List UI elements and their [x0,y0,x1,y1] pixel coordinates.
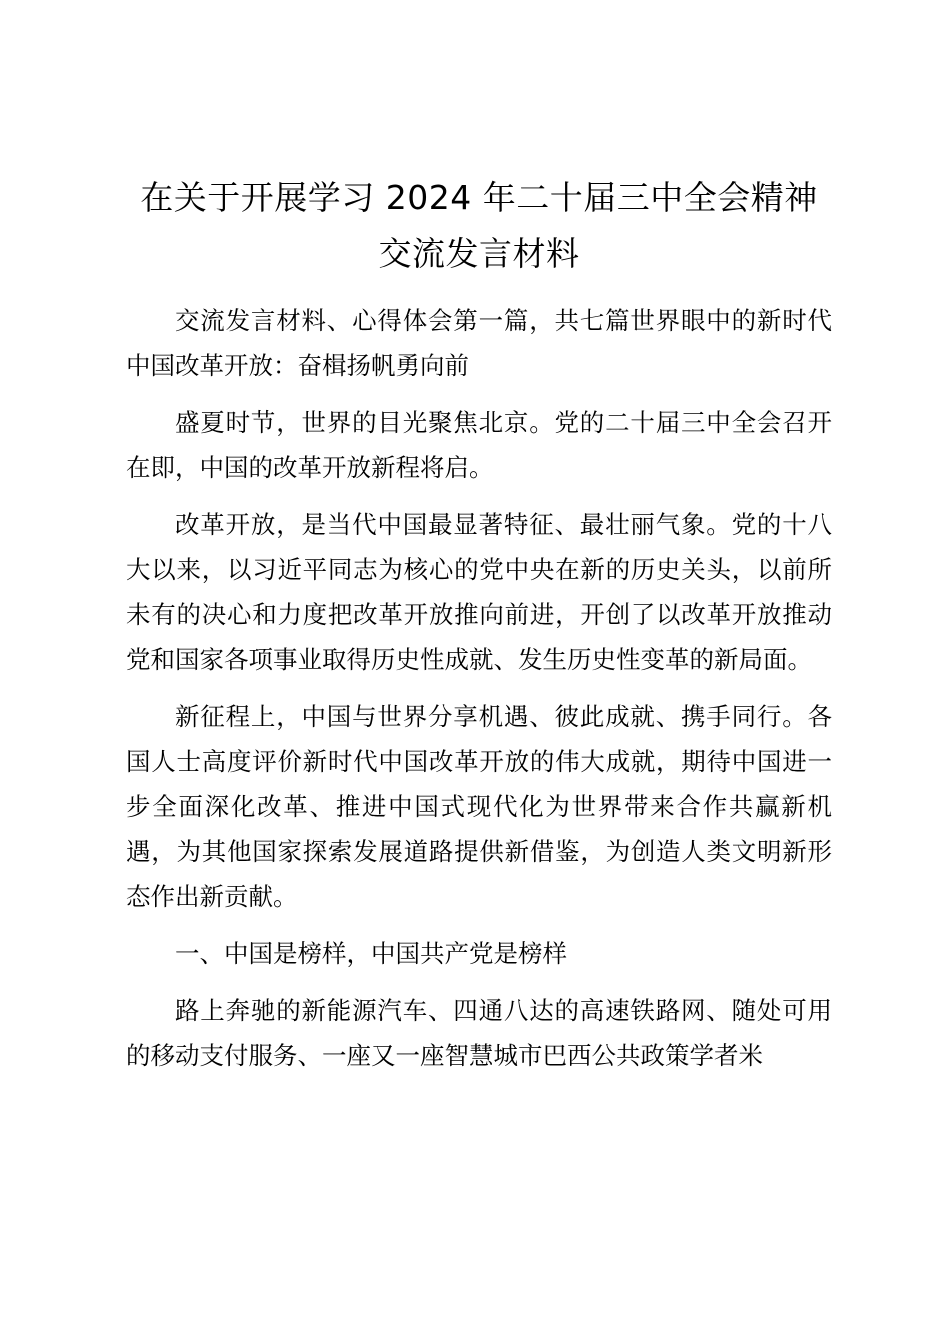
title-line-1: 在关于开展学习 2024 年二十届三中全会精神 [140,178,818,217]
paragraph-examples: 路上奔驰的新能源汽车、四通八达的高速铁路网、随处可用的移动支付服务、一座又一座智慧城市巴西公共政策学者米 [126,996,832,1070]
paragraph-reform: 改革开放，是当代中国最显著特征、最壮丽气象。党的十八大以来，以习近平同志为核心的党中央在新的历史关头，以前所未有的决心和力度把改革开放推向前进，开创了以改革开放推动党和国家各项事业取得历史性成就、发生历史性变革的新局面。 [126,510,832,674]
paragraph-intro: 交流发言材料、心得体会第一篇，共七篇世界眼中的新时代中国改革开放：奋楫扬帆勇向前 [126,306,832,380]
title-line-2: 交流发言材料 [378,234,580,273]
paragraph-summer: 盛夏时节，世界的目光聚焦北京。党的二十届三中全会召开在即，中国的改革开放新程将启。 [126,408,832,482]
paragraph-new-journey: 新征程上，中国与世界分享机遇、彼此成就、携手同行。各国人士高度评价新时代中国改革开放的伟大成就，期待中国进一步全面深化改革、推进中国式现代化为世界带来合作共赢新机遇，为其他国家探索发展道路提供新借鉴，为创造人类文明新形态作出新贡献。 [126,702,832,911]
section-heading-1: 一、中国是榜样，中国共产党是榜样 [175,939,567,968]
document-page [126,170,832,1090]
document-title [126,170,832,282]
